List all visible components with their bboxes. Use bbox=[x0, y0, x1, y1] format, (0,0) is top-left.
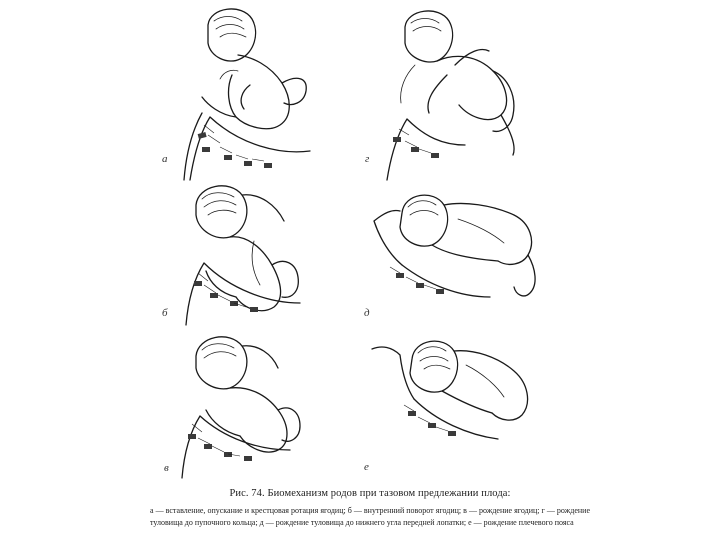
panel-b bbox=[162, 175, 330, 325]
illustration-d bbox=[368, 185, 548, 325]
panel-letter-g: г bbox=[365, 153, 370, 165]
panel-letter-e: е bbox=[364, 461, 369, 473]
illustration-a bbox=[180, 5, 330, 180]
panel-letter-b: б bbox=[162, 307, 168, 319]
panel-letter-a: а bbox=[162, 153, 168, 165]
panel-a bbox=[162, 5, 330, 180]
illustration-e bbox=[368, 335, 548, 475]
panel-v bbox=[164, 328, 328, 478]
figure-caption bbox=[150, 488, 590, 528]
illustration-g bbox=[385, 5, 545, 180]
panel-g bbox=[365, 5, 545, 180]
illustration-v bbox=[178, 328, 328, 478]
caption-title: Рис. 74. Биомеханизм родов при тазовом предлежании плода: bbox=[229, 488, 511, 499]
panel-d bbox=[364, 185, 548, 325]
panel-letter-d: д bbox=[364, 307, 370, 319]
illustration-b bbox=[180, 175, 330, 325]
caption-text: а — вставление, опускание и крестцовая ротация ягодиц; б — внутренний поворот ягодиц; в — рождение ягодиц; г — рождение туловища до пупочного кольца; д — рождение туловища до нижнего угла передней лопатки; е — рождение плечевого пояса bbox=[150, 506, 590, 527]
panel-letter-v: в bbox=[164, 462, 169, 474]
panel-e bbox=[364, 335, 548, 475]
